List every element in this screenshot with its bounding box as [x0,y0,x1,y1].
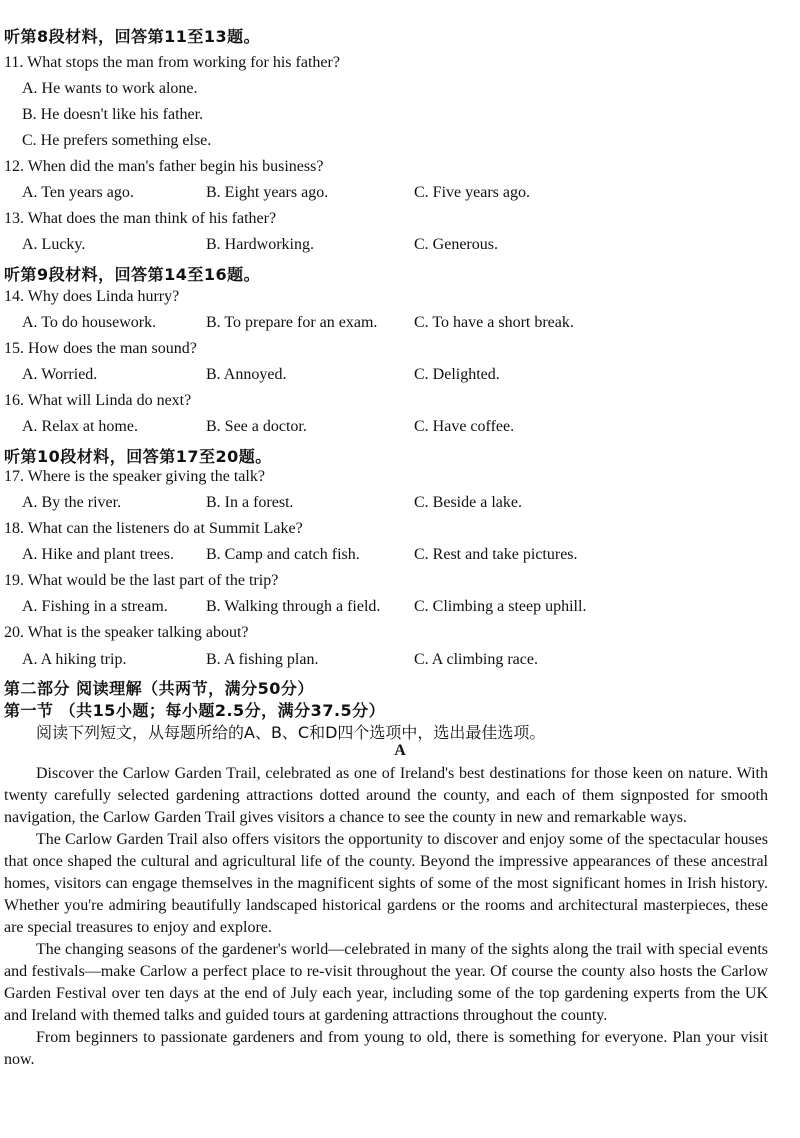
q20-option-c: C. A climbing race. [414,651,538,668]
q15-option-b: B. Annoyed. [206,366,287,383]
q11-option-a: A. He wants to work alone. [22,80,198,97]
q14-option-a: A. To do housework. [22,314,157,331]
q12-option-a: A. Ten years ago. [22,184,134,201]
section10-heading: 听第10段材料，回答第17至20题。 [4,447,272,466]
question-13: 13. What does the man think of his father? [4,210,277,227]
q16-option-b: B. See a doctor. [206,418,307,435]
q13-option-c: C. Generous. [414,236,498,253]
q17-option-b: B. In a forest. [206,494,294,511]
q12-option-c: C. Five years ago. [414,184,530,201]
q13-option-a: A. Lucky. [22,236,86,253]
question-18: 18. What can the listeners do at Summit Lake? [4,520,303,537]
q11-option-b: B. He doesn't like his father. [22,106,204,123]
question-19: 19. What would be the last part of the trip? [4,572,279,589]
q15-option-a: A. Worried. [22,366,98,383]
question-17: 17. Where is the speaker giving the talk? [4,468,265,485]
q19-option-c: C. Climbing a steep uphill. [414,598,587,615]
part2-heading: 第二部分 阅读理解（共两节，满分50分） [4,679,314,698]
q18-option-a: A. Hike and plant trees. [22,546,174,563]
q20-option-b: B. A fishing plan. [206,651,319,668]
q18-option-c: C. Rest and take pictures. [414,546,578,563]
section8-heading: 听第8段材料，回答第11至13题。 [4,27,261,46]
question-12: 12. When did the man's father begin his business? [4,158,324,175]
section9-heading: 听第9段材料，回答第14至16题。 [4,265,261,284]
question-16: 16. What will Linda do next? [4,392,192,409]
q17-option-c: C. Beside a lake. [414,494,522,511]
reading-instruction: 阅读下列短文，从每题所给的A、B、C和D四个选项中，选出最佳选项。 [36,723,546,742]
passage-paragraph-4: From beginners to passionate gardeners and from young to old, there is something for everyone. Plan your visit now. [4,1029,768,1068]
q11-option-c: C. He prefers something else. [22,132,212,149]
question-11: 11. What stops the man from working for his father? [4,54,340,71]
q14-option-b: B. To prepare for an exam. [206,314,378,331]
q15-option-c: C. Delighted. [414,366,500,383]
q19-option-a: A. Fishing in a stream. [22,598,168,615]
part2-subheading: 第一节 （共15小题；每小题2.5分，满分37.5分） [4,701,386,720]
q16-option-c: C. Have coffee. [414,418,515,435]
q13-option-b: B. Hardworking. [206,236,314,253]
question-14: 14. Why does Linda hurry? [4,288,180,305]
question-15: 15. How does the man sound? [4,340,197,357]
q18-option-b: B. Camp and catch fish. [206,546,360,563]
q20-option-a: A. A hiking trip. [22,651,127,668]
q17-option-a: A. By the river. [22,494,122,511]
passage-paragraph-1: Discover the Carlow Garden Trail, celebrated as one of Ireland's best destinations for those keen on nature. With twenty carefully selected gardening attractions dotted around the county, and each of them signposted for smooth navigation, the Carlow Garden Trail gives visitors a chance to see the county in new and remarkable ways. [4,765,768,826]
question-20: 20. What is the speaker talking about? [4,624,249,641]
q12-option-b: B. Eight years ago. [206,184,329,201]
passage-paragraph-2: The Carlow Garden Trail also offers visitors the opportunity to discover and enjoy some of the spectacular houses that once shaped the cultural and agricultural life of the county. Beyond the impressive appearances of these ancestral homes, visitors can engage themselves in the magnificent sights of some of the most significant homes in Irish history. Whether you're admiring beautifully landscaped historical gardens or the rooms and architectural masterpieces, these are special treasures to enjoy and explore. [4,831,768,936]
q14-option-c: C. To have a short break. [414,314,574,331]
passage-body [4,763,768,1071]
passage-paragraph-3: The changing seasons of the gardener's world—celebrated in many of the sights along the trail with special events and festivals—make Carlow a perfect place to re-visit throughout the year. Of course the county also hosts the Carlow Garden Festival over ten days at the end of July each year, including some of the top gardening experts from the UK and Ireland with themed talks and guided tours at gardening attractions throughout the county. [4,941,768,1024]
q16-option-a: A. Relax at home. [22,418,138,435]
passage-letter: A [394,742,406,759]
q19-option-b: B. Walking through a field. [206,598,381,615]
